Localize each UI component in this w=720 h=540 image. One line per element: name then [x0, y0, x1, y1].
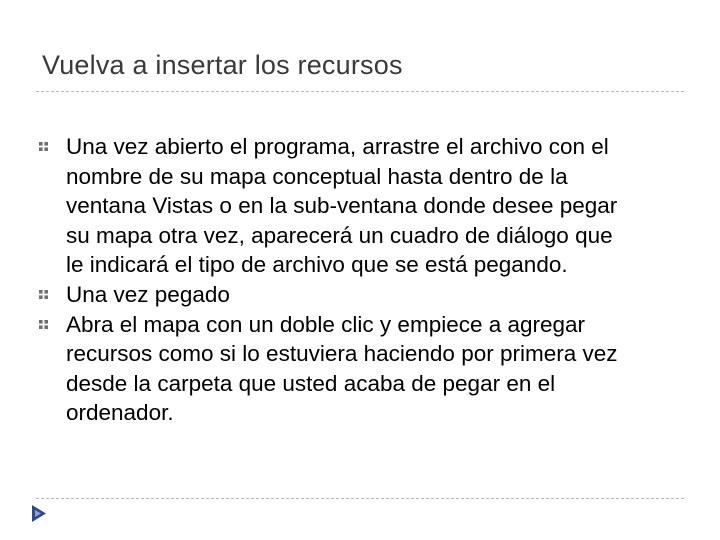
slide-title: Vuelva a insertar los recursos: [42, 50, 403, 80]
bullet-item: [36, 310, 636, 428]
bullet-text: Abra el mapa con un doble clic y empiece a agregar recursos como si lo estuviera haciendo por primera vez desde la carpeta que usted acaba de pegar en el ordenador.: [66, 311, 618, 426]
bullet-item: [36, 132, 636, 280]
bullet-text: Una vez pegado: [66, 281, 230, 307]
fancy-bullet-icon: [39, 320, 48, 329]
fancy-bullet-icon: [39, 290, 48, 299]
fancy-bullet-icon: [39, 142, 48, 151]
footer-divider: [36, 498, 684, 499]
next-slide-arrow-icon[interactable]: [32, 505, 46, 522]
bullet-list: [36, 132, 636, 428]
bullet-text: Una vez abierto el programa, arrastre el archivo con el nombre de su mapa conceptual hasta dentro de la ventana Vistas o en la sub-ventana donde desee pegar su mapa otra vez, aparecerá un cuadro de diálogo que le indicará el tipo de archivo que se está pegando.: [66, 134, 618, 278]
bullet-item: [36, 280, 636, 310]
title-divider: [36, 91, 684, 92]
